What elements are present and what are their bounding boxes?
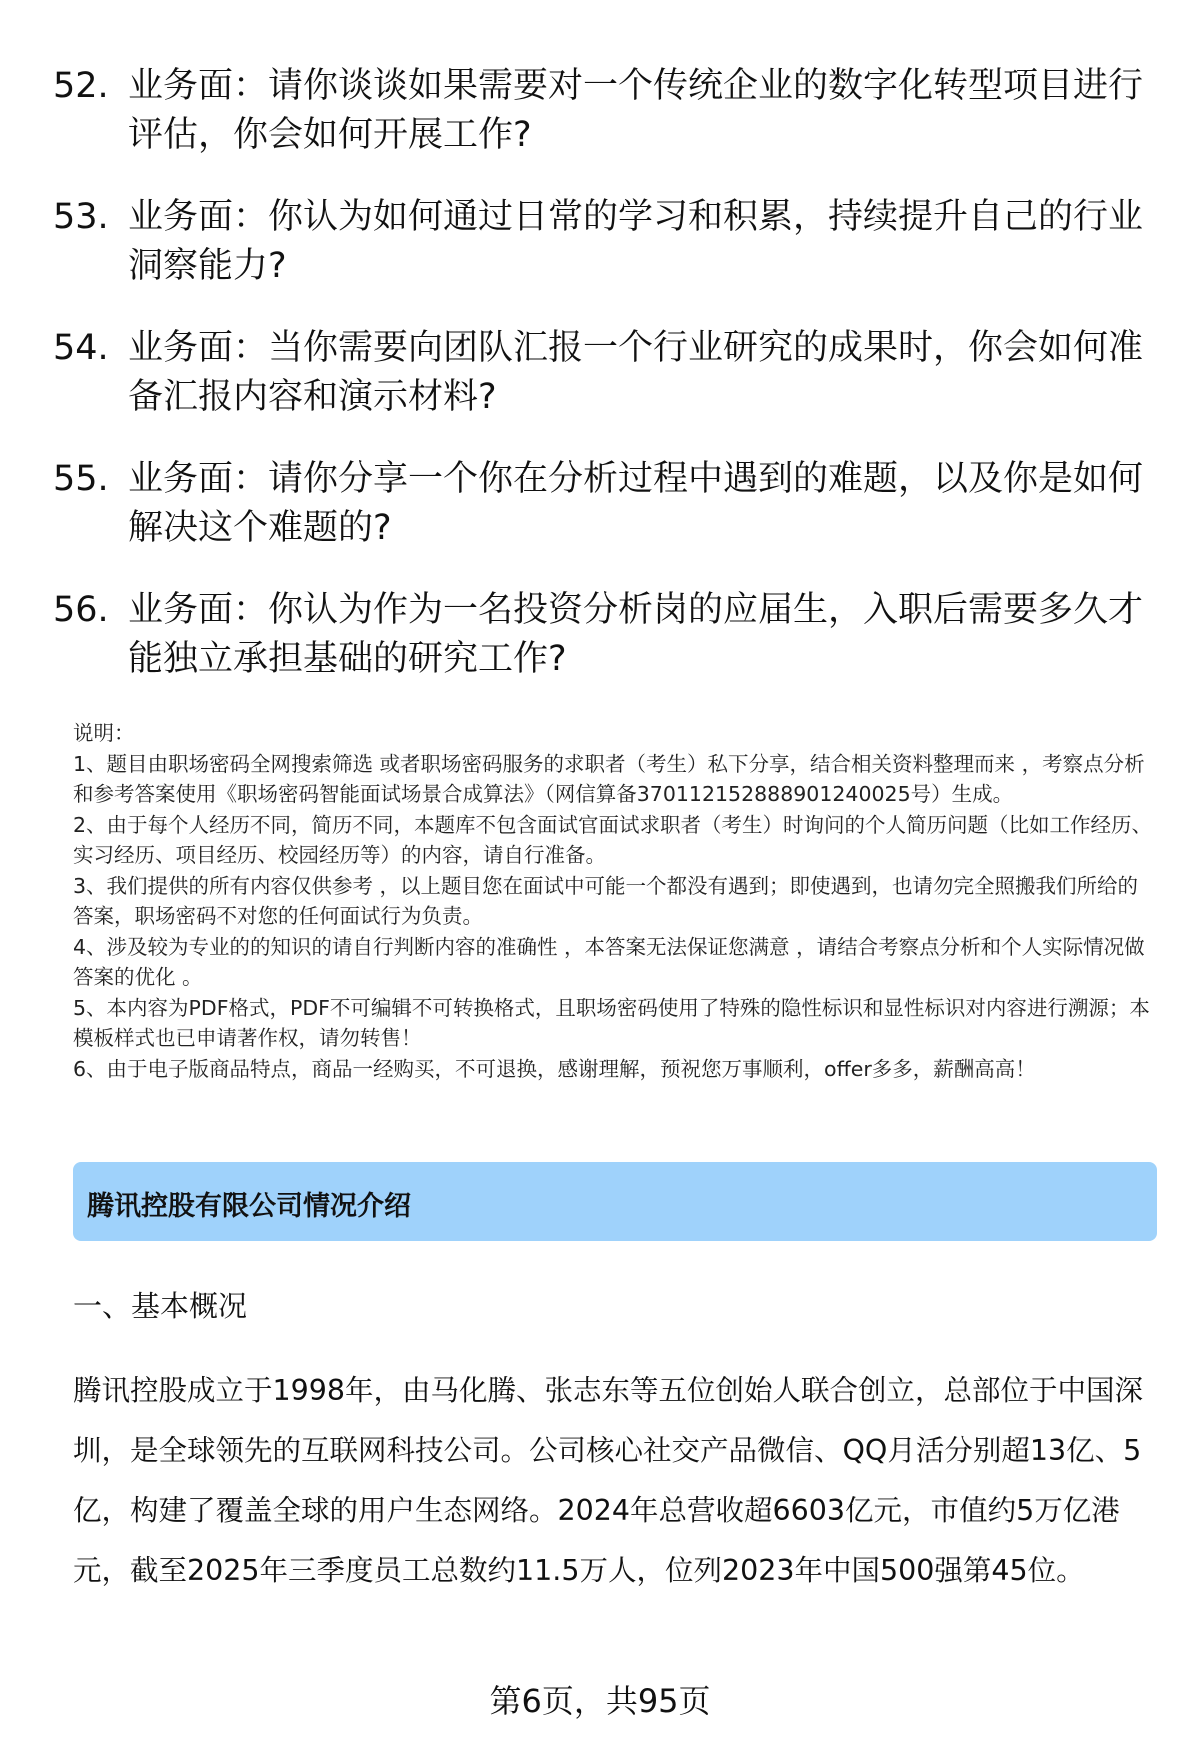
question-text: 业务面：你认为作为一名投资分析岗的应届生，入职后需要多久才能独立承担基础的研究工作? — [128, 590, 1144, 679]
page-number: 第6页，共95页 — [489, 1682, 711, 1720]
company-overview-paragraph: 腾讯控股成立于1998年，由马化腾、张志东等五位创始人联合创立，总部位于中国深圳，是全球领先的互联网科技公司。公司核心社交产品微信、QQ月活分别超13亿、5亿，构建了覆盖全球的用户生态网络。2024年总营收超6603亿元，市值约5万亿港元，截至2025年三季度员工总数约11.5万人，位列2023年中国500强第45位。 — [73, 1374, 1144, 1587]
question-52 — [53, 62, 1153, 160]
note-item: 6、由于电子版商品特点，商品一经购买，不可退换，感谢理解，预祝您万事顺利，offer多多，薪酬高高！ — [73, 1056, 1036, 1081]
question-56 — [53, 586, 1153, 684]
question-number: 52. — [53, 66, 109, 106]
question-text: 业务面：请你谈谈如果需要对一个传统企业的数字化转型项目进行评估，你会如何开展工作? — [128, 66, 1144, 155]
question-text: 业务面：你认为如何通过日常的学习和积累，持续提升自己的行业洞察能力? — [128, 197, 1144, 286]
notes-title: 说明： — [73, 721, 135, 745]
note-item: 5、本内容为PDF格式，PDF不可编辑不可转换格式，且职场密码使用了特殊的隐性标识和显性标识对内容进行溯源；本模板样式也已申请著作权，请勿转售！ — [73, 995, 1150, 1050]
section-subtitle: 一、基本概况 — [73, 1289, 248, 1323]
question-number: 56. — [53, 590, 109, 630]
question-text: 业务面：请你分享一个你在分析过程中遇到的难题，以及你是如何解决这个难题的? — [128, 459, 1144, 548]
note-item: 2、由于每个人经历不同，简历不同，本题库不包含面试官面试求职者（考生）时询问的个人简历问题（比如工作经历、实习经历、项目经历、校园经历等）的内容，请自行准备。 — [73, 812, 1153, 867]
question-number: 54. — [53, 328, 109, 368]
note-item: 3、我们提供的所有内容仅供参考 ，以上题目您在面试中可能一个都没有遇到；即使遇到，也请勿完全照搬我们所给的答案，职场密码不对您的任何面试行为负责。 — [73, 873, 1139, 928]
question-number: 55. — [53, 459, 109, 499]
section-banner — [73, 1162, 1157, 1241]
question-55 — [53, 455, 1153, 553]
note-item: 4、涉及较为专业的的知识的请自行判断内容的准确性 ，本答案无法保证您满意 ，请结合考察点分析和个人实际情况做答案的优化 。 — [73, 934, 1145, 989]
question-53 — [53, 193, 1153, 291]
notes-section — [73, 718, 1158, 1084]
section-title: 腾讯控股有限公司情况介绍 — [87, 1191, 411, 1222]
question-text: 业务面：当你需要向团队汇报一个行业研究的成果时，你会如何准备汇报内容和演示材料? — [128, 328, 1144, 417]
note-item: 1、题目由职场密码全网搜索筛选 或者职场密码服务的求职者（考生）私下分享，结合相关资料整理而来 ，考察点分析和参考答案使用《职场密码智能面试场景合成算法》（网信算备370112152888901240025号）生成。 — [73, 751, 1145, 806]
question-54 — [53, 324, 1153, 422]
question-number: 53. — [53, 197, 109, 237]
